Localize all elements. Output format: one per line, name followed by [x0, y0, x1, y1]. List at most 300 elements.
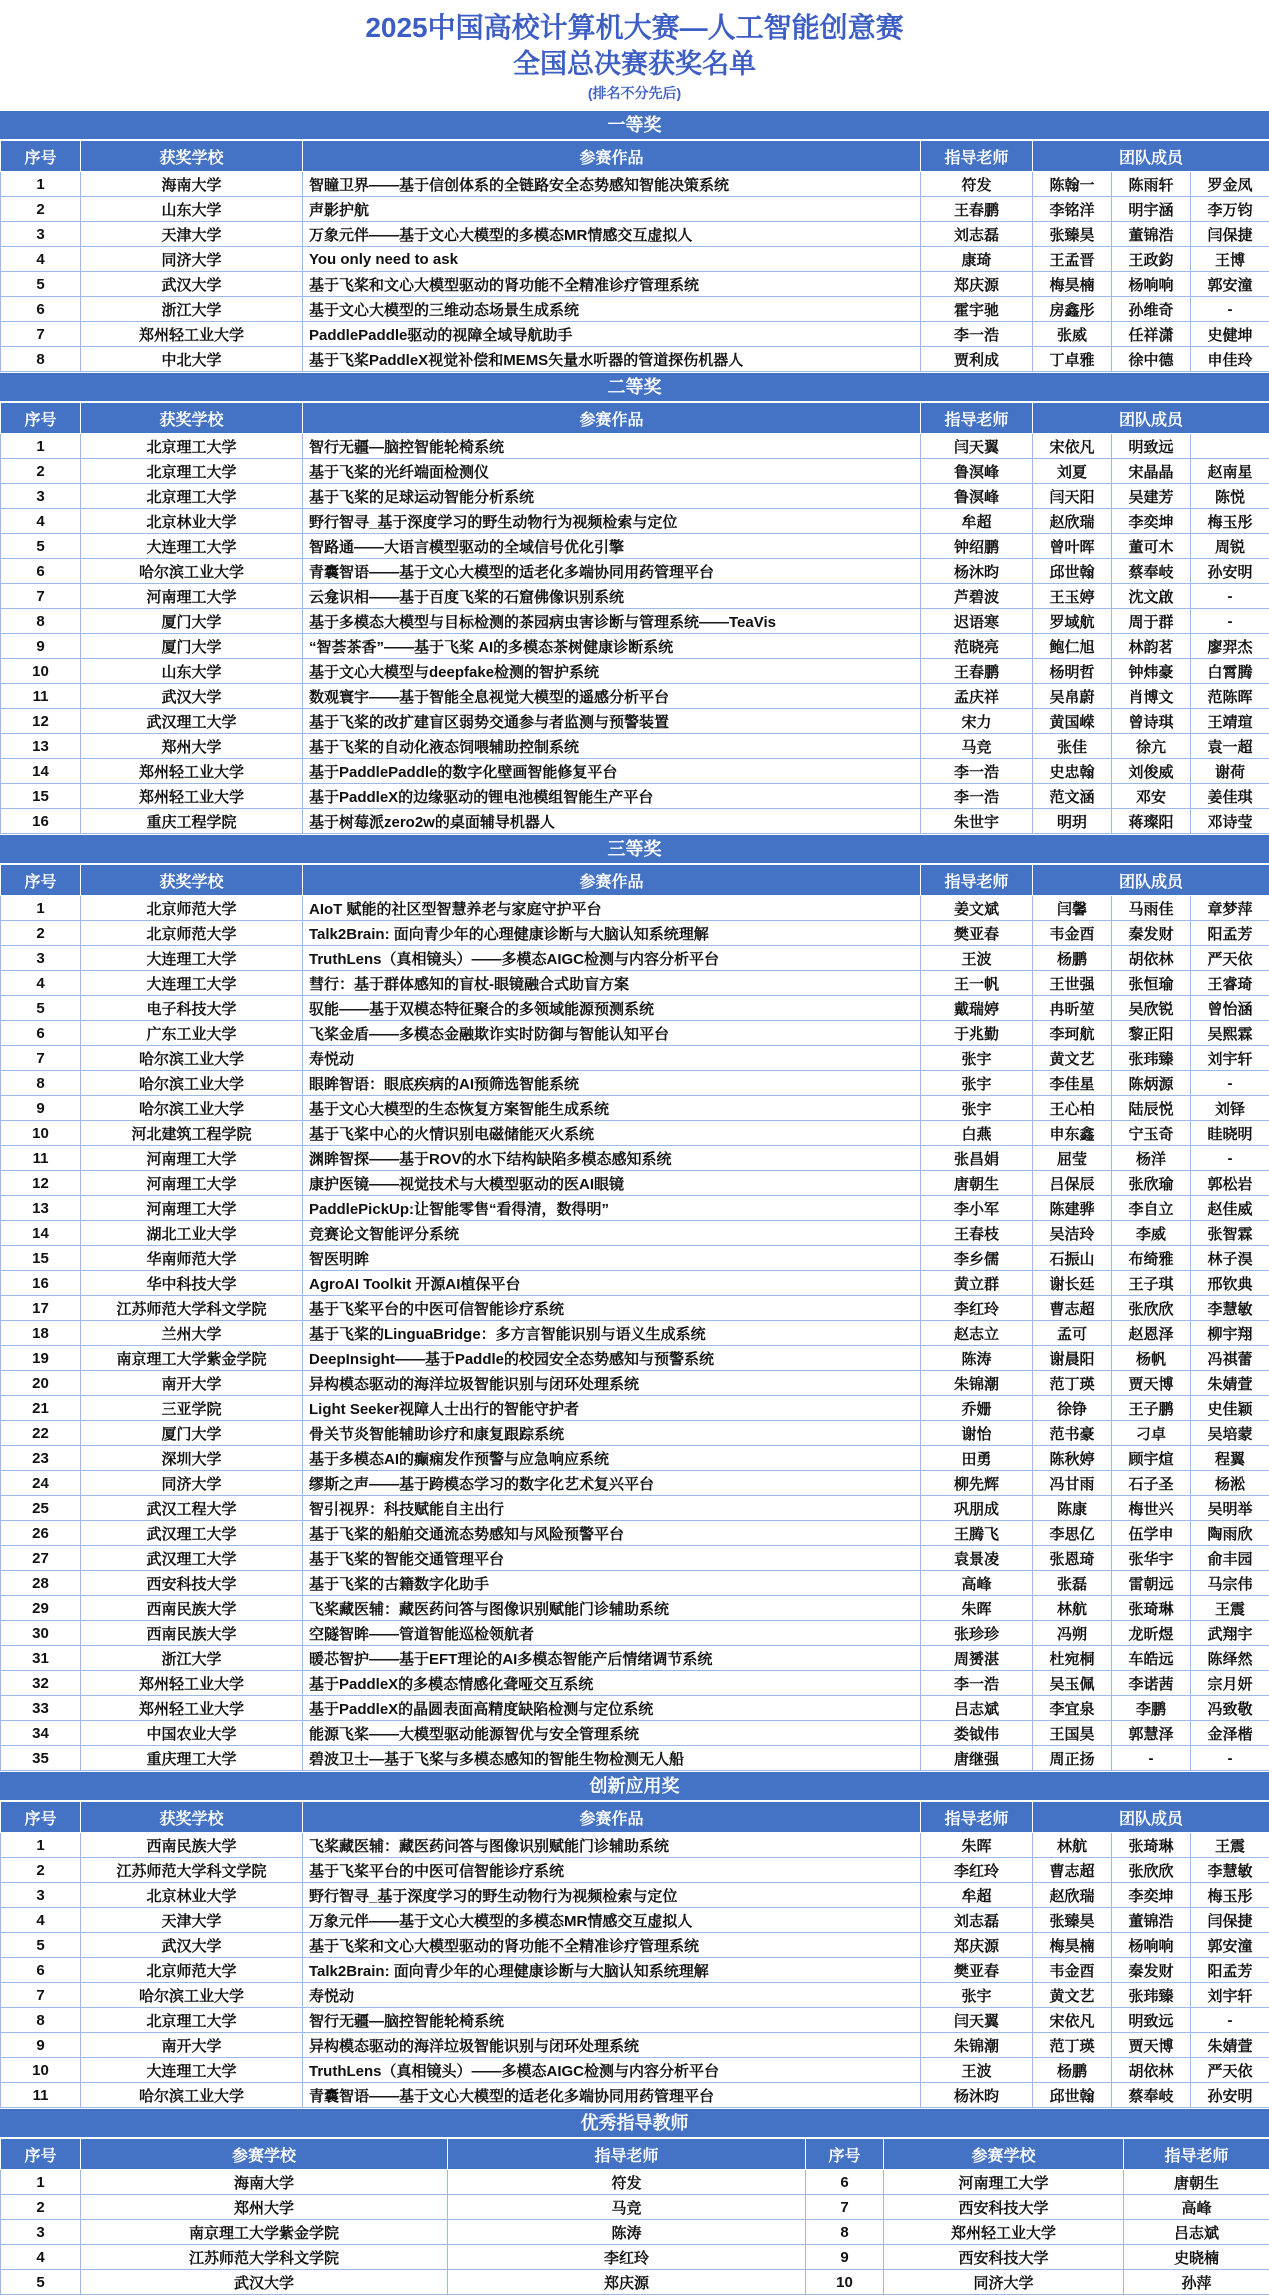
section-bar-innovation-award: 创新应用奖	[0, 1771, 1269, 1801]
header-advisor: 指导老师	[921, 1802, 1033, 1833]
school-cell: 南开大学	[81, 1371, 303, 1396]
work-cell: 青囊智语——基于文心大模型的适老化多端协同用药管理平台	[303, 559, 921, 584]
table-row	[1, 946, 1269, 971]
member-cell: 蒋璨阳	[1112, 809, 1191, 834]
advisor-cell: 王春枝	[921, 1221, 1033, 1246]
member-cell: -	[1191, 2008, 1269, 2033]
member-cell: 钟炜豪	[1112, 659, 1191, 684]
member-cell: 赵佳威	[1191, 1196, 1269, 1221]
work-cell: 缪斯之声——基于跨模态学习的数字化艺术复兴平台	[303, 1471, 921, 1496]
member-cell: 闫保捷	[1191, 222, 1269, 247]
table-row	[1, 759, 1269, 784]
advisor-cell: 李一浩	[921, 759, 1033, 784]
member-cell: 王子鹏	[1112, 1396, 1191, 1421]
work-cell: 数观寰宇——基于智能全息视觉大模型的遥感分析平台	[303, 684, 921, 709]
school-cell: 天津大学	[81, 1908, 303, 1933]
work-cell: 智医明眸	[303, 1246, 921, 1271]
school-cell: 天津大学	[81, 222, 303, 247]
advisor-cell: 乔姗	[921, 1396, 1033, 1421]
work-cell: 驭能——基于双模态特征聚合的多领域能源预测系统	[303, 996, 921, 1021]
rank-cell: 9	[1, 1096, 81, 1121]
member-cell: 阳孟芳	[1191, 1958, 1269, 1983]
member-cell: 刘宇轩	[1191, 1983, 1269, 2008]
header-school: 参赛学校	[884, 2139, 1124, 2170]
table-row	[1, 1146, 1269, 1171]
member-cell: 明致远	[1112, 2008, 1191, 2033]
advisor-cell: 李红玲	[921, 1296, 1033, 1321]
rank-cell: 3	[1, 484, 81, 509]
school-cell: 北京理工大学	[81, 2008, 303, 2033]
table-row	[1, 1196, 1269, 1221]
table-row	[1, 1121, 1269, 1146]
rank-cell: 13	[1, 734, 81, 759]
work-cell: 渊眸智探——基于ROV的水下结构缺陷多模态感知系统	[303, 1146, 921, 1171]
member-cell: 姜佳琪	[1191, 784, 1269, 809]
member-cell: 邓诗莹	[1191, 809, 1269, 834]
member-cell: 张智霖	[1191, 1221, 1269, 1246]
table-row	[1, 1171, 1269, 1196]
school-cell: 北京林业大学	[81, 1883, 303, 1908]
member-cell: 杨鹏	[1033, 2058, 1112, 2083]
member-cell: 王震	[1191, 1596, 1269, 1621]
member-cell: 刘夏	[1033, 459, 1112, 484]
member-cell: 张玮臻	[1112, 1983, 1191, 2008]
member-cell: 林韵茗	[1112, 634, 1191, 659]
member-cell: 龙昕煜	[1112, 1621, 1191, 1646]
advisor-cell: 孟庆祥	[921, 684, 1033, 709]
member-cell: 张欣欣	[1112, 1296, 1191, 1321]
advisor-cell: 闫天翼	[921, 2008, 1033, 2033]
rank-cell: 11	[1, 2083, 81, 2108]
advisor-cell: 于兆勤	[921, 1021, 1033, 1046]
table-row	[1, 1271, 1269, 1296]
title-block	[0, 0, 1269, 110]
table-row	[1, 784, 1269, 809]
school-cell: 山东大学	[81, 659, 303, 684]
school-cell: 南开大学	[81, 2033, 303, 2058]
work-cell: 基于飞桨的古籍数字化助手	[303, 1571, 921, 1596]
member-cell: 范书豪	[1033, 1421, 1112, 1446]
work-cell: “智荟茶香”——基于飞桨 AI的多模态茶树健康诊断系统	[303, 634, 921, 659]
member-cell: 张臻昊	[1033, 1908, 1112, 1933]
member-cell: 董可木	[1112, 534, 1191, 559]
rank-cell: 2	[1, 459, 81, 484]
member-cell: 吴玉佩	[1033, 1671, 1112, 1696]
rank-cell: 11	[1, 1146, 81, 1171]
work-cell: AIoT 赋能的社区型智慧养老与家庭守护平台	[303, 896, 921, 921]
advisor-cell: 康琦	[921, 247, 1033, 272]
advisor-cell: 张宇	[921, 1071, 1033, 1096]
advisor-cell: 马竞	[448, 2195, 806, 2220]
member-cell: 韦金酉	[1033, 1958, 1112, 1983]
table-row	[1, 1596, 1269, 1621]
rank-cell: 10	[806, 2270, 884, 2295]
school-cell: 江苏师范大学科文学院	[81, 1296, 303, 1321]
school-cell: 海南大学	[81, 172, 303, 197]
work-cell: 基于文心大模型的生态恢复方案智能生成系统	[303, 1096, 921, 1121]
member-cell: 邢钦典	[1191, 1271, 1269, 1296]
member-cell: 车皓远	[1112, 1646, 1191, 1671]
member-cell: 秦发财	[1112, 1958, 1191, 1983]
advisor-cell: 张昌娟	[921, 1146, 1033, 1171]
advisor-cell: 郑庆源	[921, 1933, 1033, 1958]
advisor-cell: 张宇	[921, 1096, 1033, 1121]
work-cell: 骨关节炎智能辅助诊疗和康复跟踪系统	[303, 1421, 921, 1446]
table-row	[1, 709, 1269, 734]
member-cell: 陈建骅	[1033, 1196, 1112, 1221]
member-cell: 王国昊	[1033, 1721, 1112, 1746]
work-cell: PaddlePaddle驱动的视障全域导航助手	[303, 322, 921, 347]
table-row	[1, 1046, 1269, 1071]
advisor-cell: 袁景凌	[921, 1546, 1033, 1571]
work-cell: 野行智寻_基于深度学习的野生动物行为视频检索与定位	[303, 509, 921, 534]
table-row	[1, 1858, 1269, 1883]
school-cell: 浙江大学	[81, 1646, 303, 1671]
rank-cell: 19	[1, 1346, 81, 1371]
rank-cell: 7	[806, 2195, 884, 2220]
rank-cell: 16	[1, 809, 81, 834]
advisor-cell: 贾利成	[921, 347, 1033, 372]
advisor-cell: 李红玲	[448, 2245, 806, 2270]
advisor-cell: 宋力	[921, 709, 1033, 734]
member-cell: 郭安潼	[1191, 272, 1269, 297]
rank-cell: 3	[1, 2220, 81, 2245]
table-row	[1, 2220, 1269, 2245]
school-cell: 武汉大学	[81, 272, 303, 297]
member-cell: 周锐	[1191, 534, 1269, 559]
table-row	[1, 1346, 1269, 1371]
member-cell: 张佳	[1033, 734, 1112, 759]
school-cell: 河南理工大学	[81, 1171, 303, 1196]
member-cell: 房鑫彤	[1033, 297, 1112, 322]
header-team: 团队成员	[1033, 141, 1269, 172]
table-row	[1, 1833, 1269, 1858]
member-cell: 李慧敏	[1191, 1296, 1269, 1321]
work-cell: 基于PaddlePaddle的数字化壁画智能修复平台	[303, 759, 921, 784]
rank-cell: 27	[1, 1546, 81, 1571]
school-cell: 哈尔滨工业大学	[81, 1071, 303, 1096]
advisor-cell: 杨沐昀	[921, 559, 1033, 584]
table-row	[1, 459, 1269, 484]
work-cell: 基于PaddleX的多模态情感化聋哑交互系统	[303, 1671, 921, 1696]
advisor-cell: 刘志磊	[921, 1908, 1033, 1933]
member-cell: 蔡奉岐	[1112, 2083, 1191, 2108]
header-row-third-prize	[1, 865, 1269, 896]
rank-cell: 33	[1, 1696, 81, 1721]
table-row	[1, 921, 1269, 946]
work-cell: 基于飞桨的足球运动智能分析系统	[303, 484, 921, 509]
member-cell: 梅世兴	[1112, 1496, 1191, 1521]
table-second-prize	[0, 402, 1269, 834]
table-row	[1, 896, 1269, 921]
work-cell: 声影护航	[303, 197, 921, 222]
member-cell: 梅昊楠	[1033, 272, 1112, 297]
school-cell: 西南民族大学	[81, 1621, 303, 1646]
rank-cell: 13	[1, 1196, 81, 1221]
work-cell: 碧波卫士—基于飞桨与多模态感知的智能生物检测无人船	[303, 1746, 921, 1771]
school-cell: 郑州轻工业大学	[81, 1671, 303, 1696]
school-cell: 哈尔滨工业大学	[81, 2083, 303, 2108]
work-cell: 基于PaddleX的晶圆表面高精度缺陷检测与定位系统	[303, 1696, 921, 1721]
header-school: 获奖学校	[81, 403, 303, 434]
member-cell: 徐中德	[1112, 347, 1191, 372]
member-cell: 眭晓明	[1191, 1121, 1269, 1146]
table-row	[1, 1746, 1269, 1771]
rank-cell: 21	[1, 1396, 81, 1421]
section-bar-first-prize: 一等奖	[0, 110, 1269, 140]
header-work: 参赛作品	[303, 403, 921, 434]
member-cell: 刘铎	[1191, 1096, 1269, 1121]
header-advisor: 指导老师	[921, 865, 1033, 896]
member-cell: 林航	[1033, 1833, 1112, 1858]
rank-cell: 31	[1, 1646, 81, 1671]
rank-cell: 25	[1, 1496, 81, 1521]
member-cell: 李慧敏	[1191, 1858, 1269, 1883]
rank-cell: 8	[1, 347, 81, 372]
work-cell: 万象元伴——基于文心大模型的多模态MR情感交互虚拟人	[303, 222, 921, 247]
school-cell: 郑州轻工业大学	[884, 2220, 1124, 2245]
school-cell: 西南民族大学	[81, 1596, 303, 1621]
table-row	[1, 609, 1269, 634]
school-cell: 西安科技大学	[81, 1571, 303, 1596]
table-row	[1, 1721, 1269, 1746]
table-row	[1, 734, 1269, 759]
table-row	[1, 172, 1269, 197]
rank-cell: 7	[1, 322, 81, 347]
member-cell: 林航	[1033, 1596, 1112, 1621]
school-cell: 深圳大学	[81, 1446, 303, 1471]
member-cell: 王靖瑄	[1191, 709, 1269, 734]
rank-cell: 4	[1, 971, 81, 996]
member-cell: 林子淏	[1191, 1246, 1269, 1271]
member-cell: 鲍仁旭	[1033, 634, 1112, 659]
member-cell: 孙安明	[1191, 2083, 1269, 2108]
member-cell: 史忠翰	[1033, 759, 1112, 784]
work-cell: 异构模态驱动的海洋垃圾智能识别与闭环处理系统	[303, 1371, 921, 1396]
work-cell: 万象元伴——基于文心大模型的多模态MR情感交互虚拟人	[303, 1908, 921, 1933]
rank-cell: 4	[1, 509, 81, 534]
member-cell: 黄文艺	[1033, 1983, 1112, 2008]
member-cell: 曾诗琪	[1112, 709, 1191, 734]
table-row	[1, 1071, 1269, 1096]
member-cell: 胡依林	[1112, 946, 1191, 971]
work-cell: 飞桨金盾——多模态金融欺诈实时防御与智能认知平台	[303, 1021, 921, 1046]
member-cell: 王睿琦	[1191, 971, 1269, 996]
rank-cell: 26	[1, 1521, 81, 1546]
member-cell: 陈悦	[1191, 484, 1269, 509]
rank-cell: 9	[1, 2033, 81, 2058]
table-row	[1, 634, 1269, 659]
member-cell: 丁卓雅	[1033, 347, 1112, 372]
header-no: 序号	[1, 865, 81, 896]
member-cell: 闫保捷	[1191, 1908, 1269, 1933]
member-cell: 邱世翰	[1033, 559, 1112, 584]
table-row	[1, 2245, 1269, 2270]
rank-cell: 3	[1, 1883, 81, 1908]
rank-cell: 16	[1, 1271, 81, 1296]
table-row	[1, 2083, 1269, 2108]
rank-cell: 10	[1, 2058, 81, 2083]
advisor-cell: 闫天翼	[921, 434, 1033, 459]
school-cell: 北京师范大学	[81, 1958, 303, 1983]
advisor-cell: 黄立群	[921, 1271, 1033, 1296]
table-row	[1, 1396, 1269, 1421]
advisor-cell: 周赟湛	[921, 1646, 1033, 1671]
table-row	[1, 2195, 1269, 2220]
school-cell: 郑州轻工业大学	[81, 1696, 303, 1721]
school-cell: 哈尔滨工业大学	[81, 1096, 303, 1121]
member-cell: 吴帛蔚	[1033, 684, 1112, 709]
rank-cell: 5	[1, 2270, 81, 2295]
table-row	[1, 484, 1269, 509]
rank-cell: 24	[1, 1471, 81, 1496]
rank-cell: 7	[1, 1046, 81, 1071]
rank-cell: 1	[1, 1833, 81, 1858]
header-team: 团队成员	[1033, 403, 1269, 434]
rank-cell: 6	[1, 1958, 81, 1983]
member-cell: 李宜泉	[1033, 1696, 1112, 1721]
rank-cell: 15	[1, 1246, 81, 1271]
member-cell: 冯祺蕾	[1191, 1346, 1269, 1371]
school-cell: 华中科技大学	[81, 1271, 303, 1296]
table-row	[1, 1546, 1269, 1571]
member-cell: 明玥	[1033, 809, 1112, 834]
school-cell: 广东工业大学	[81, 1021, 303, 1046]
member-cell: 白霄腾	[1191, 659, 1269, 684]
rank-cell: 14	[1, 759, 81, 784]
member-cell: 雷朝远	[1112, 1571, 1191, 1596]
advisor-cell: 范晓亮	[921, 634, 1033, 659]
member-cell: -	[1191, 609, 1269, 634]
section-bar-third-prize: 三等奖	[0, 834, 1269, 864]
member-cell: 黄国嵘	[1033, 709, 1112, 734]
advisor-cell: 王腾飞	[921, 1521, 1033, 1546]
member-cell: 黎正阳	[1112, 1021, 1191, 1046]
school-cell: 武汉理工大学	[81, 709, 303, 734]
table-row	[1, 1933, 1269, 1958]
rank-cell: 14	[1, 1221, 81, 1246]
rank-cell: 23	[1, 1446, 81, 1471]
member-cell: 张磊	[1033, 1571, 1112, 1596]
table-row	[1, 1883, 1269, 1908]
member-cell: 陶雨欣	[1191, 1521, 1269, 1546]
member-cell: -	[1191, 297, 1269, 322]
rank-cell: 8	[1, 609, 81, 634]
member-cell: 范丁瑛	[1033, 2033, 1112, 2058]
member-cell: 王世强	[1033, 971, 1112, 996]
member-cell: 宗月妍	[1191, 1671, 1269, 1696]
school-cell: 河南理工大学	[884, 2170, 1124, 2195]
rank-cell: 28	[1, 1571, 81, 1596]
rank-cell: 9	[1, 634, 81, 659]
member-cell: 冯致敬	[1191, 1696, 1269, 1721]
table-row	[1, 2033, 1269, 2058]
rank-cell: 2	[1, 197, 81, 222]
member-cell: 曾叶晖	[1033, 534, 1112, 559]
school-cell: 湖北工业大学	[81, 1221, 303, 1246]
advisor-cell: 吕志斌	[1124, 2220, 1269, 2245]
rank-cell: 1	[1, 2170, 81, 2195]
school-cell: 河北建筑工程学院	[81, 1121, 303, 1146]
rank-cell: 1	[1, 172, 81, 197]
school-cell: 北京理工大学	[81, 459, 303, 484]
member-cell: 任祥潇	[1112, 322, 1191, 347]
advisor-cell: 唐朝生	[1124, 2170, 1269, 2195]
work-cell: TruthLens（真相镜头）——多模态AIGC检测与内容分析平台	[303, 946, 921, 971]
header-row-innovation-award	[1, 1802, 1269, 1833]
member-cell: 谢晨阳	[1033, 1346, 1112, 1371]
school-cell: 中北大学	[81, 347, 303, 372]
table-row	[1, 509, 1269, 534]
member-cell: 郭安潼	[1191, 1933, 1269, 1958]
member-cell: 吴明举	[1191, 1496, 1269, 1521]
school-cell: 江苏师范大学科文学院	[81, 1858, 303, 1883]
header-no: 序号	[1, 403, 81, 434]
table-innovation-award	[0, 1801, 1269, 2108]
member-cell: -	[1191, 1071, 1269, 1096]
work-cell: 基于飞桨和文心大模型驱动的肾功能不全精准诊疗管理系统	[303, 1933, 921, 1958]
advisor-cell: 朱世宇	[921, 809, 1033, 834]
member-cell: 杜宛桐	[1033, 1646, 1112, 1671]
member-cell: 贾天博	[1112, 2033, 1191, 2058]
rank-cell: 6	[1, 559, 81, 584]
advisor-cell: 王春鹏	[921, 659, 1033, 684]
table-row	[1, 1421, 1269, 1446]
work-cell: 基于文心大模型与deepfake检测的智护系统	[303, 659, 921, 684]
school-cell: 武汉工程大学	[81, 1496, 303, 1521]
work-cell: You only need to ask	[303, 247, 921, 272]
advisor-cell: 霍宇驰	[921, 297, 1033, 322]
school-cell: 三亚学院	[81, 1396, 303, 1421]
work-cell: 基于飞桨平台的中医可信智能诊疗系统	[303, 1858, 921, 1883]
table-third-prize	[0, 864, 1269, 1771]
section-bar-second-prize: 二等奖	[0, 372, 1269, 402]
member-cell: 吴培蒙	[1191, 1421, 1269, 1446]
member-cell: 石振山	[1033, 1246, 1112, 1271]
advisor-cell: 高峰	[921, 1571, 1033, 1596]
table-row	[1, 1496, 1269, 1521]
header-school: 参赛学校	[81, 2139, 448, 2170]
member-cell: 贾天博	[1112, 1371, 1191, 1396]
work-cell: 智瞳卫界——基于信创体系的全链路安全态势感知智能决策系统	[303, 172, 921, 197]
rank-cell: 10	[1, 659, 81, 684]
header-advisor: 指导老师	[448, 2139, 806, 2170]
work-cell: TruthLens（真相镜头）——多模态AIGC检测与内容分析平台	[303, 2058, 921, 2083]
member-cell: 曹志超	[1033, 1296, 1112, 1321]
work-cell: 基于多模态大模型与目标检测的茶园病虫害诊断与管理系统——TeaVis	[303, 609, 921, 634]
table-row	[1, 1471, 1269, 1496]
rank-cell: 7	[1, 584, 81, 609]
rank-cell: 2	[1, 1858, 81, 1883]
advisor-cell: 郑庆源	[448, 2270, 806, 2295]
advisor-cell: 王波	[921, 2058, 1033, 2083]
header-row-first-prize	[1, 141, 1269, 172]
table-row	[1, 584, 1269, 609]
advisor-cell: 娄钺伟	[921, 1721, 1033, 1746]
table-row	[1, 1521, 1269, 1546]
rank-cell: 12	[1, 1171, 81, 1196]
table-row	[1, 1021, 1269, 1046]
rank-cell: 1	[1, 434, 81, 459]
advisor-cell: 李一浩	[921, 322, 1033, 347]
member-cell: 徐亢	[1112, 734, 1191, 759]
member-cell: 王玉婷	[1033, 584, 1112, 609]
rank-cell: 7	[1, 1983, 81, 2008]
table-row	[1, 1321, 1269, 1346]
member-cell: 吕保辰	[1033, 1171, 1112, 1196]
member-cell: 陈雨轩	[1112, 172, 1191, 197]
school-cell: 武汉理工大学	[81, 1546, 303, 1571]
